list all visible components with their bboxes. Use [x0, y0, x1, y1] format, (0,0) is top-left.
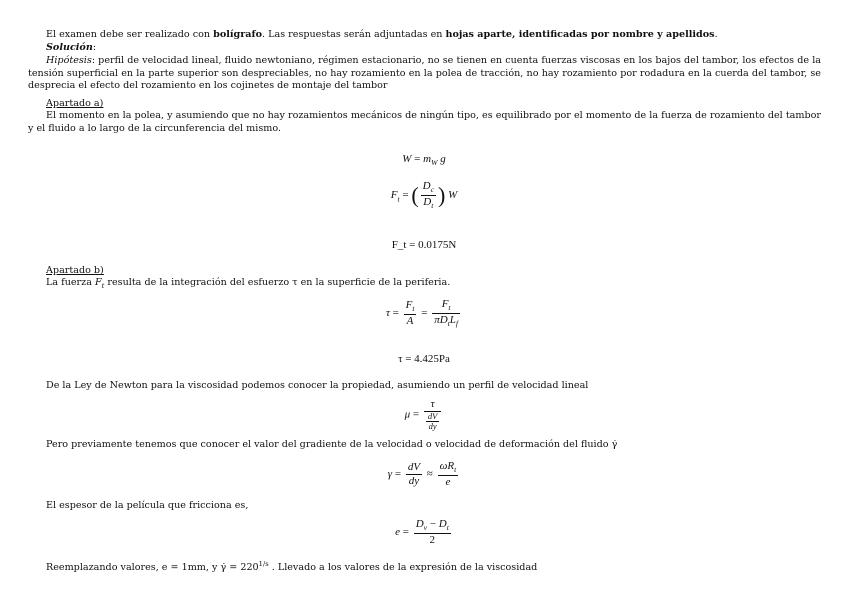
equation-shear-rate: γ = $\frac{dV}{dy}$ ≈ $\frac{\omega R_t}{e}$: [387, 460, 457, 489]
hypothesis-label: Hipótesis: [46, 55, 92, 66]
replace-values-text: Reemplazando valores, e = 1mm, y γ̇ = 220: [46, 562, 259, 574]
solution-heading: Solución:: [46, 42, 97, 53]
equation-force-result: F_t = 0.0175N: [391, 239, 457, 251]
section-b-intro-pre: La fuerza: [46, 277, 95, 288]
equation-weight: $W = m_W$ g: [402, 153, 446, 168]
newton-law-text: De la Ley de Newton para la viscosidad podemos conocer la propiedad, asumiendo un perfil de velocidad lineal: [46, 380, 589, 391]
instructions-bold-pen: bolígrafo: [213, 29, 263, 40]
instructions-bold-sheets: hojas aparte, identificadas por nombre y apellidos: [445, 29, 715, 40]
instructions-text-end: .: [714, 29, 718, 40]
section-a-text: El momento en la polea, y asumiendo que no hay rozamientos mecánicos de ningún tipo, es equilibrado por el momento de la fuerza de rozamiento del tambor y el fluido a lo largo de la circunferencia del mismo.: [28, 110, 821, 134]
equation-force-ratio: $F_t$ = ( $\frac{D_c}{D_t}$ ) W: [390, 180, 458, 211]
section-b-title: Apartado b): [46, 265, 104, 276]
instructions-text: El examen debe ser realizado con: [46, 29, 214, 40]
replace-values-text-end: . Llevado a los valores de la expresión de la viscosidad: [268, 562, 538, 574]
equation-viscosity: μ = τ dV dy: [0, 398, 848, 432]
instructions-text-mid: . Las respuestas serán adjuntadas en: [262, 29, 446, 40]
thickness-text: El espesor de la película que fricciona es,: [46, 500, 249, 511]
section-a-title: Apartado a): [46, 98, 104, 109]
equation-stress-result: τ = 4.425Pa: [398, 353, 450, 365]
solution-label: Solución: [46, 42, 93, 53]
section-b-intro: La fuerza $F_t$ resulta de la integración del esfuerzo τ en la superficie de la periferia.: [46, 277, 451, 290]
section-b-intro-post: resulta de la integración del esfuerzo τ en la superficie de la periferia.: [104, 277, 451, 288]
replace-values-unit: 1/s: [258, 560, 269, 568]
gradient-text: Pero previamente tenemos que conocer el valor del gradiente de la velocidad o velocidad de deformación del fluido γ̇: [46, 439, 618, 450]
equation-thickness: e = $\frac{D_v - D_t}{2}$: [395, 518, 449, 547]
replace-values-line: [46, 560, 537, 575]
hypothesis-paragraph: [28, 55, 821, 93]
equation-stress: τ = $\frac{F_t}{A}$ = $\frac{F_t}{\pi D_tL_f}$: [385, 298, 459, 329]
instructions-line: [46, 29, 718, 41]
hypothesis-text: : perfil de velocidad lineal, fluido newtoniano, régimen estacionario, no se tienen en cuenta fuerzas viscosas en los bajos del tambor, los efectos de la tensión superficial en la parte superior son despreciables, no hay rozamiento en la polea de tracción, no hay rozamiento por rodadura en la cuerda del tambor, se desprecia el efecto del rozamiento en los cojinetes de montaje del tambor: [28, 55, 821, 92]
